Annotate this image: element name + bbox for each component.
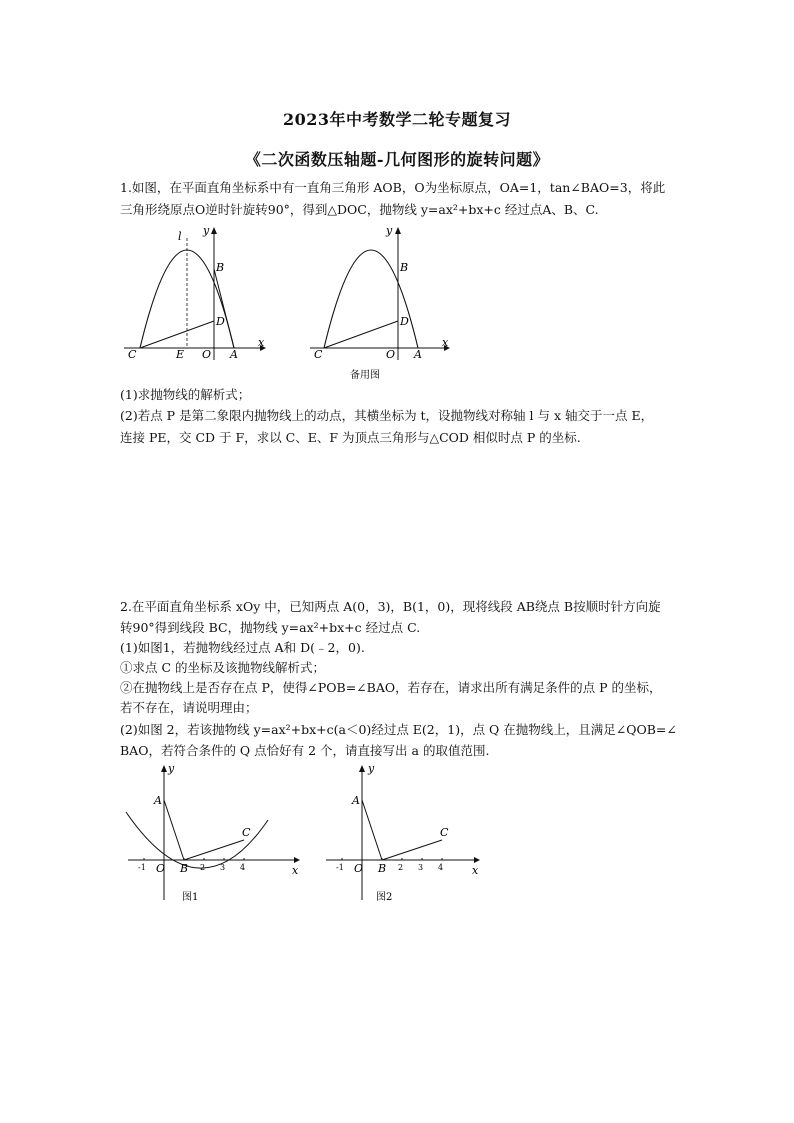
label-a: A — [414, 348, 422, 361]
q1-stem-line1: 1.如图，在平面直角坐标系中有一直角三角形 AOB，O为坐标原点，OA=1，tan∠BAO=3，将此 — [120, 180, 666, 195]
q2-part1-b-line1: ②在抛物线上是否存在点 P，使得∠POB=∠BAO，若存在，请求出所有满足条件的点 P 的坐标， — [120, 680, 662, 695]
label-o: O — [156, 862, 166, 875]
q2-part1-a: ①求点 C 的坐标及该抛物线解析式； — [120, 660, 326, 675]
q1-stem-line2: 三角形绕原点O逆时针旋转90°，得到△DOC，抛物线 y=ax²+bx+c 经过点A、B、C. — [120, 202, 599, 217]
figure-1-caption: 图1 — [182, 892, 199, 903]
tick-2: 2 — [200, 863, 206, 872]
tick-3: 3 — [418, 863, 424, 872]
label-x: x — [258, 336, 265, 349]
label-c: C — [440, 826, 449, 839]
label-c: C — [242, 826, 251, 839]
label-y: y — [168, 762, 175, 775]
tick-neg1: -1 — [138, 863, 146, 872]
label-b: B — [378, 862, 387, 875]
label-c: C — [128, 348, 137, 361]
segment-bc — [184, 840, 244, 860]
q2-part1-b-line2: 若不存在，请说明理由； — [120, 700, 258, 715]
segment-ab — [362, 800, 382, 860]
q1-part2-line2: 连接 PE，交 CD 于 F，求以 C、E、F 为顶点三角形与△COD 相似时点 P 的坐标. — [120, 430, 581, 445]
q2-figure-2 — [322, 760, 492, 910]
q2-part1: (1)如图1，若抛物线经过点 A和 D(﹣2，0). — [120, 640, 365, 655]
q1-part1: (1)求抛物线的解析式； — [120, 387, 251, 402]
tick-neg1: -1 — [336, 863, 344, 872]
segment-ba — [214, 269, 234, 348]
segment-ab — [164, 800, 184, 860]
label-c: C — [314, 348, 323, 361]
label-y: y — [386, 224, 393, 237]
label-a: A — [154, 794, 162, 807]
label-d: D — [400, 315, 409, 328]
q2-stem-line2: 转90°得到线段 BC，抛物线 y=ax²+bx+c 经过点 C. — [120, 620, 421, 635]
backup-figure-caption: 备用图 — [350, 370, 380, 381]
q1-part2-line1: (2)若点 P 是第二象限内抛物线上的动点，其横坐标为 t，设抛物线对称轴 l 与 x 轴交于一点 E， — [120, 408, 654, 423]
figure-2-caption: 图2 — [376, 892, 393, 903]
q2-part2-line2: BAO，若符合条件的 Q 点恰好有 2 个，请直接写出 a 的取值范围. — [120, 743, 490, 758]
label-o: O — [202, 348, 212, 361]
label-y: y — [203, 224, 210, 237]
label-b: B — [216, 261, 225, 274]
q2-stem-line1: 2.在平面直角坐标系 xOy 中，已知两点 A(0，3)，B(1，0)，现将线段 AB绕点 B按顺时针方向旋 — [120, 599, 661, 614]
tick-4: 4 — [240, 863, 246, 872]
q2-figure-1 — [122, 760, 307, 910]
tick-3: 3 — [220, 863, 226, 872]
label-a: A — [352, 794, 360, 807]
label-x: x — [292, 864, 299, 877]
segment-cd — [324, 321, 398, 348]
label-o: O — [386, 348, 396, 361]
q1-figure-backup — [302, 224, 452, 384]
label-x: x — [442, 336, 449, 349]
q2-part2-line1: (2)如图 2，若该抛物线 y=ax²+bx+c(a＜0)经过点 E(2，1)，点 Q 在抛物线上，且满足∠QOB=∠ — [120, 722, 677, 737]
label-b: B — [180, 862, 189, 875]
segment-bc — [382, 840, 442, 860]
tick-2: 2 — [398, 863, 404, 872]
document-subtitle: 《二次函数压轴题-几何图形的旋转问题》 — [244, 150, 550, 169]
label-x: x — [472, 864, 479, 877]
document-title: 2023年中考数学二轮专题复习 — [282, 110, 512, 129]
tick-4: 4 — [438, 863, 444, 872]
label-y: y — [368, 762, 375, 775]
label-d: D — [216, 315, 225, 328]
segment-cd — [140, 321, 214, 348]
label-b: B — [400, 261, 409, 274]
label-a: A — [230, 348, 238, 361]
q1-figure-main — [118, 224, 268, 364]
label-o: O — [354, 862, 364, 875]
label-e: E — [176, 348, 185, 361]
label-l: l — [178, 230, 182, 243]
